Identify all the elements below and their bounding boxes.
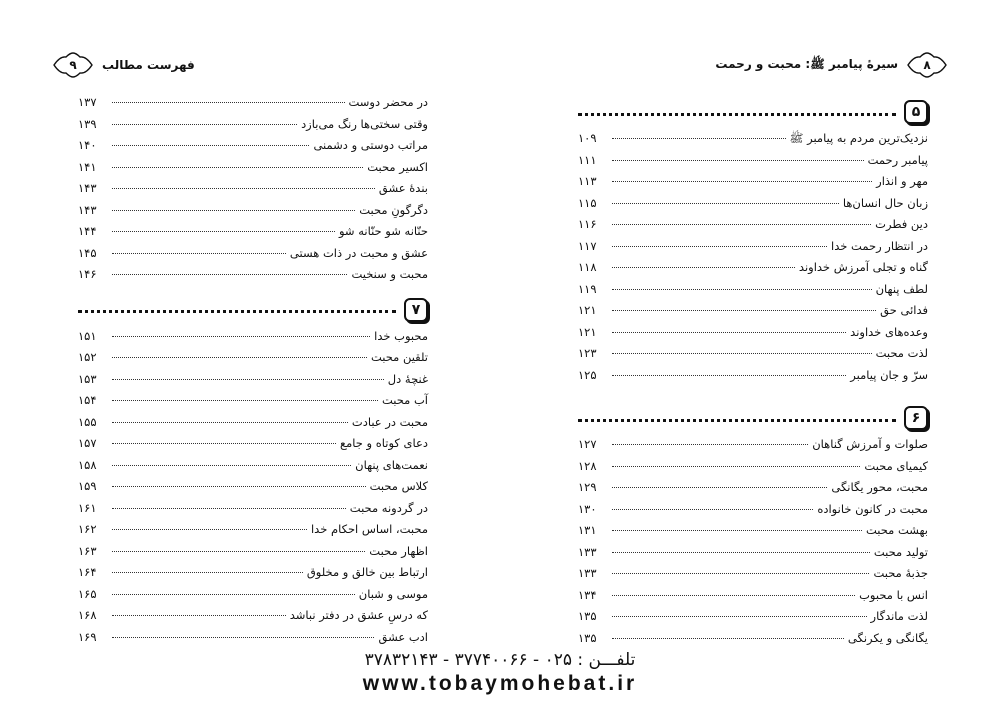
dot-leader bbox=[112, 637, 374, 638]
toc-entry-title: محبت، اساس احکام خدا bbox=[310, 522, 428, 536]
toc-entry-title: کلاس محبت bbox=[369, 479, 428, 493]
toc-entry-title: کیمیای محبت bbox=[864, 458, 928, 473]
toc-entry[interactable] bbox=[578, 502, 928, 524]
publisher-footer bbox=[0, 650, 1000, 696]
toc-entry-title: در گردونه محبت bbox=[349, 500, 428, 515]
dot-leader bbox=[112, 167, 363, 168]
toc-entry-title: دگرگونِ محبت bbox=[359, 202, 428, 217]
toc-entry[interactable] bbox=[578, 325, 928, 347]
dot-leader bbox=[112, 379, 384, 380]
toc-entry-page: ۱۳۴ bbox=[578, 587, 597, 602]
toc-entry-title: ارتباط بین خالق و مخلوق bbox=[306, 565, 428, 579]
toc-entry[interactable] bbox=[78, 224, 428, 246]
toc-entry[interactable] bbox=[78, 522, 428, 544]
toc-entry-title: در انتظار رحمت خدا bbox=[831, 238, 928, 253]
dot-leader bbox=[112, 443, 336, 444]
dot-leader bbox=[112, 615, 286, 616]
toc-entry[interactable] bbox=[578, 566, 928, 588]
dot-leader bbox=[612, 375, 846, 376]
toc-entry-page: ۱۶۲ bbox=[78, 522, 97, 536]
chapter-heading bbox=[578, 97, 928, 127]
toc-entry-title: بندهٔ عشق bbox=[378, 181, 428, 195]
toc-entry-page: ۱۳۰ bbox=[578, 501, 597, 516]
dot-leader bbox=[612, 138, 786, 139]
chapter-dot-rule bbox=[78, 310, 396, 313]
dot-leader bbox=[112, 529, 307, 530]
toc-entry[interactable] bbox=[78, 95, 428, 117]
page-number-ornament bbox=[904, 52, 950, 78]
toc-entry-title: جذبهٔ محبت bbox=[873, 566, 928, 580]
dot-leader bbox=[612, 289, 872, 290]
phone-label: تلفـــن : bbox=[577, 650, 636, 670]
chapter-number-badge: ۵ bbox=[904, 100, 928, 124]
toc-entry[interactable] bbox=[78, 372, 428, 394]
dot-leader bbox=[112, 274, 347, 275]
toc-entry[interactable] bbox=[578, 153, 928, 175]
page-number-ornament bbox=[50, 52, 96, 78]
toc-entry-title: زبان حال انسان‌ها bbox=[842, 195, 928, 210]
dot-leader bbox=[612, 353, 872, 354]
toc-entry[interactable] bbox=[578, 260, 928, 282]
chapter-dot-rule bbox=[578, 113, 896, 116]
toc-entry-title: مراتب دوستی و دشمنی bbox=[313, 138, 428, 152]
dot-leader bbox=[612, 160, 864, 161]
phone-numbers: ۰۲۵ - ۳۷۷۴۰۰۶۶ - ۳۷۸۳۲۱۴۳ bbox=[364, 650, 572, 670]
toc-entry[interactable] bbox=[578, 217, 928, 239]
dot-leader bbox=[612, 638, 844, 639]
toc-entry-title: ادب عشق bbox=[378, 629, 428, 644]
toc-entry-title: لطف پنهان bbox=[875, 281, 928, 296]
toc-entry-title: وقتی سختی‌ها رنگ می‌بازد bbox=[301, 116, 428, 131]
toc-entry[interactable] bbox=[78, 181, 428, 203]
chapter-dot-rule bbox=[578, 419, 896, 422]
toc-entry-page: ۱۵۲ bbox=[78, 350, 97, 364]
dot-leader bbox=[112, 188, 375, 189]
dot-leader bbox=[112, 422, 348, 423]
right-header-title: سیرهٔ پیامبر ﷺ: محبت و رحمت bbox=[715, 56, 898, 71]
chapter-heading bbox=[78, 295, 428, 325]
toc-entry[interactable] bbox=[578, 346, 928, 368]
chapter-number-badge: ۶ bbox=[904, 406, 928, 430]
right-page-toc bbox=[578, 95, 928, 652]
toc-entry-page: ۱۵۷ bbox=[78, 436, 97, 450]
toc-entry-page: ۱۲۱ bbox=[578, 324, 597, 339]
dot-leader bbox=[612, 466, 860, 467]
dot-leader bbox=[612, 310, 876, 311]
toc-entry-title: یگانگی و یکرنگی bbox=[847, 630, 928, 645]
toc-entry[interactable] bbox=[78, 630, 428, 652]
dot-leader bbox=[612, 530, 862, 531]
toc-entry-page: ۱۴۴ bbox=[78, 224, 97, 238]
toc-entry-page: ۱۳۷ bbox=[78, 95, 97, 109]
toc-entry-title: سرّ و جان پیامبر bbox=[850, 367, 928, 382]
toc-entry-page: ۱۵۳ bbox=[78, 371, 97, 386]
dot-leader bbox=[612, 444, 808, 445]
toc-entry-page: ۱۳۳ bbox=[578, 566, 597, 580]
toc-entry-page: ۱۳۱ bbox=[578, 523, 597, 537]
toc-entry[interactable] bbox=[78, 608, 428, 630]
toc-entry-title: محبت و سنخیت bbox=[351, 267, 428, 281]
chapter-number-badge: ۷ bbox=[404, 298, 428, 322]
dot-leader bbox=[112, 145, 309, 146]
toc-entry-page: ۱۱۵ bbox=[578, 195, 597, 210]
toc-entry-page: ۱۴۱ bbox=[78, 159, 97, 174]
toc-entry[interactable] bbox=[578, 609, 928, 631]
toc-entry-page: ۱۶۹ bbox=[78, 629, 97, 644]
dot-leader bbox=[612, 509, 813, 510]
toc-section-chapter-7 bbox=[78, 295, 428, 652]
toc-entry[interactable] bbox=[78, 117, 428, 139]
dot-leader bbox=[612, 595, 855, 596]
toc-entry[interactable] bbox=[78, 246, 428, 268]
toc-entry-title: انس با محبوب bbox=[859, 587, 928, 602]
toc-entry-title: نزدیک‌ترین مردم به پیامبر ﷺ bbox=[789, 131, 928, 145]
toc-entry-page: ۱۶۵ bbox=[78, 586, 97, 601]
dot-leader bbox=[612, 573, 869, 574]
toc-entry-title: مهر و انذار bbox=[876, 174, 928, 188]
toc-entry[interactable] bbox=[78, 138, 428, 160]
toc-entry-title: محبت در عبادت bbox=[351, 414, 428, 429]
toc-entry-page: ۱۲۸ bbox=[578, 458, 597, 473]
dot-leader bbox=[112, 336, 370, 337]
toc-entry[interactable] bbox=[78, 393, 428, 415]
toc-entry[interactable] bbox=[578, 303, 928, 325]
toc-entry-title: در محضر دوست bbox=[348, 95, 428, 109]
toc-entry[interactable] bbox=[78, 160, 428, 182]
toc-entry-page: ۱۶۳ bbox=[78, 543, 97, 558]
toc-entry-page: ۱۵۵ bbox=[78, 414, 97, 429]
dot-leader bbox=[112, 486, 366, 487]
left-page-toc bbox=[78, 95, 428, 651]
dot-leader bbox=[112, 594, 355, 595]
dot-leader bbox=[612, 267, 795, 268]
toc-entry[interactable] bbox=[578, 437, 928, 459]
toc-entry[interactable] bbox=[78, 329, 428, 351]
left-page-number: ۹ bbox=[69, 58, 77, 72]
dot-leader bbox=[612, 552, 870, 553]
dot-leader bbox=[612, 487, 827, 488]
dot-leader bbox=[112, 102, 345, 103]
toc-entry-title: عشق و محبت در ذات هستی bbox=[289, 245, 428, 260]
dot-leader bbox=[612, 181, 872, 182]
toc-entry-title: تلقین محبت bbox=[370, 350, 428, 364]
toc-entry-title: حنّانه شو حنّانه شو bbox=[338, 224, 428, 238]
toc-entry-page: ۱۲۳ bbox=[578, 346, 597, 360]
right-page-header bbox=[715, 52, 950, 78]
chapter-heading bbox=[578, 403, 928, 433]
toc-entry-title: وعده‌های خداوند bbox=[850, 324, 928, 339]
toc-entry-page: ۱۴۳ bbox=[78, 181, 97, 195]
toc-entry[interactable] bbox=[578, 588, 928, 610]
toc-entry-title: گناه و تجلی آمرزش خداوند bbox=[798, 260, 928, 274]
toc-entry-page: ۱۱۷ bbox=[578, 238, 597, 253]
toc-entry-page: ۱۵۹ bbox=[78, 479, 97, 493]
toc-entry[interactable] bbox=[78, 436, 428, 458]
toc-entry-title: غنچهٔ دل bbox=[387, 371, 428, 386]
toc-entry-title: اکسیر محبت bbox=[367, 159, 428, 174]
dot-leader bbox=[612, 332, 846, 333]
toc-entry-title: که درسِ عشق در دفتر نباشد bbox=[289, 608, 428, 622]
left-page-header bbox=[50, 52, 195, 78]
toc-entry[interactable] bbox=[578, 631, 928, 653]
toc-entry-title: دین فطرت bbox=[875, 217, 928, 231]
toc-entry[interactable] bbox=[578, 480, 928, 502]
dot-leader bbox=[112, 551, 365, 552]
toc-entry[interactable] bbox=[578, 282, 928, 304]
toc-entry[interactable] bbox=[78, 267, 428, 289]
dot-leader bbox=[112, 400, 378, 401]
toc-entry-title: دعای کوتاه و جامع bbox=[339, 436, 428, 450]
toc-entry[interactable] bbox=[578, 196, 928, 218]
toc-entry-page: ۱۶۴ bbox=[78, 565, 97, 579]
toc-entry[interactable] bbox=[578, 523, 928, 545]
toc-entry[interactable] bbox=[578, 368, 928, 390]
toc-entry-page: ۱۴۰ bbox=[78, 138, 97, 152]
toc-entry-page: ۱۵۴ bbox=[78, 393, 97, 407]
toc-entry-page: ۱۶۱ bbox=[78, 500, 97, 515]
toc-entry-page: ۱۶۸ bbox=[78, 608, 97, 622]
dot-leader bbox=[112, 572, 303, 573]
toc-entry[interactable] bbox=[578, 131, 928, 153]
left-header-title: فهرست مطالب bbox=[102, 58, 195, 72]
toc-entry[interactable] bbox=[78, 203, 428, 225]
toc-entry-page: ۱۱۹ bbox=[578, 281, 597, 296]
toc-entry-title: تولید محبت bbox=[873, 544, 928, 559]
toc-entry[interactable] bbox=[78, 544, 428, 566]
dot-leader bbox=[612, 616, 867, 617]
toc-entry[interactable] bbox=[578, 174, 928, 196]
toc-entry[interactable] bbox=[578, 239, 928, 261]
toc-entry-page: ۱۳۵ bbox=[578, 630, 597, 645]
dot-leader bbox=[112, 124, 297, 125]
toc-section-continued bbox=[78, 95, 428, 289]
dot-leader bbox=[112, 465, 351, 466]
right-page-number: ۸ bbox=[923, 58, 931, 72]
toc-entry[interactable] bbox=[78, 587, 428, 609]
dot-leader bbox=[112, 210, 355, 211]
toc-entry[interactable] bbox=[78, 415, 428, 437]
toc-entry[interactable] bbox=[78, 458, 428, 480]
toc-entry-page: ۱۰۹ bbox=[578, 131, 597, 145]
toc-entry-title: محبت، محور یگانگی bbox=[831, 480, 928, 494]
toc-entry-page: ۱۱۶ bbox=[578, 217, 597, 231]
toc-entry-title: موسی و شبان bbox=[358, 586, 428, 601]
dot-leader bbox=[112, 231, 335, 232]
toc-entry-page: ۱۵۱ bbox=[78, 328, 97, 343]
dot-leader bbox=[112, 508, 346, 509]
toc-entry-page: ۱۱۱ bbox=[578, 152, 597, 167]
toc-entry-page: ۱۳۳ bbox=[578, 544, 597, 559]
toc-entry[interactable] bbox=[78, 350, 428, 372]
dot-leader bbox=[612, 203, 839, 204]
dot-leader bbox=[612, 224, 871, 225]
toc-entry-page: ۱۳۵ bbox=[578, 609, 597, 623]
dot-leader bbox=[112, 253, 286, 254]
dot-leader bbox=[112, 357, 367, 358]
toc-entry-page: ۱۴۶ bbox=[78, 267, 97, 281]
toc-entry-page: ۱۱۳ bbox=[578, 174, 597, 188]
toc-entry[interactable] bbox=[578, 459, 928, 481]
toc-entry-page: ۱۲۹ bbox=[578, 480, 597, 494]
toc-entry-page: ۱۲۱ bbox=[578, 303, 597, 317]
toc-entry-title: بهشت محبت bbox=[865, 523, 928, 537]
toc-section-chapter-5 bbox=[578, 97, 928, 389]
toc-section-chapter-6 bbox=[578, 403, 928, 652]
toc-entry-title: پیامبر رحمت bbox=[867, 152, 928, 167]
toc-entry[interactable] bbox=[78, 479, 428, 501]
toc-entry[interactable] bbox=[578, 545, 928, 567]
toc-entry-title: محبوب خدا bbox=[374, 328, 428, 343]
dot-leader bbox=[612, 246, 827, 247]
phone-line bbox=[0, 650, 1000, 670]
toc-entry-title: لذت محبت bbox=[875, 346, 928, 360]
toc-entry-title: اظهار محبت bbox=[369, 543, 428, 558]
toc-entry-page: ۱۳۹ bbox=[78, 116, 97, 131]
toc-entry-page: ۱۲۷ bbox=[578, 437, 597, 451]
toc-entry-page: ۱۴۵ bbox=[78, 245, 97, 260]
toc-entry-page: ۱۱۸ bbox=[578, 260, 597, 274]
toc-entry[interactable] bbox=[78, 565, 428, 587]
website-link[interactable]: www.tobaymohebat.ir bbox=[362, 672, 638, 695]
toc-entry-title: نعمت‌های پنهان bbox=[355, 457, 428, 472]
toc-entry-title: صلوات و آمرزش گناهان bbox=[812, 437, 928, 451]
toc-entry-title: فدائی حق bbox=[880, 303, 928, 317]
toc-entry-page: ۱۴۳ bbox=[78, 202, 97, 217]
toc-entry-title: محبت در کانون خانواده bbox=[817, 501, 928, 516]
toc-entry-title: آب محبت bbox=[381, 393, 428, 407]
toc-entry[interactable] bbox=[78, 501, 428, 523]
toc-entry-page: ۱۵۸ bbox=[78, 457, 97, 472]
toc-entry-page: ۱۲۵ bbox=[578, 367, 597, 382]
toc-entry-title: لذت ماندگار bbox=[870, 609, 928, 623]
